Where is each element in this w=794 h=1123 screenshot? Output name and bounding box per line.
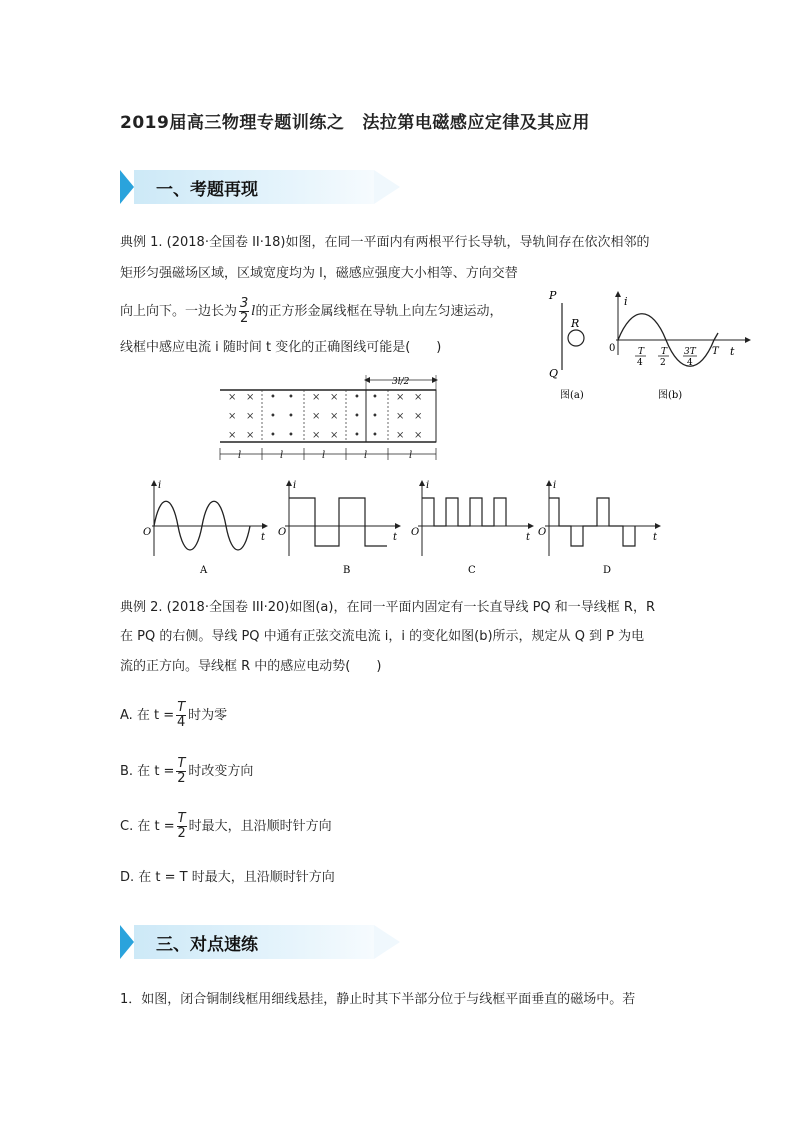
ex1-frac-den: 2 bbox=[240, 311, 249, 326]
caption-a: 图(a) bbox=[560, 390, 584, 400]
svg-text:×: × bbox=[414, 430, 423, 441]
svg-text:×: × bbox=[312, 430, 321, 441]
graph-d-curve bbox=[549, 498, 635, 546]
ex2-opt-a-pre: A. 在 t = bbox=[120, 708, 175, 723]
banner-arrow-icon bbox=[120, 925, 134, 959]
ex1-frac-num: 3 bbox=[240, 296, 249, 311]
graph-c-o: O bbox=[411, 527, 420, 538]
graph-c-i: i bbox=[426, 480, 430, 491]
svg-text:•: • bbox=[354, 411, 360, 422]
svg-text:•: • bbox=[270, 430, 276, 441]
title-part2: 法拉第电磁感应定律及其应用 bbox=[362, 113, 590, 133]
graph-c bbox=[410, 478, 540, 578]
option-c-label: C bbox=[468, 565, 476, 576]
ex1-line3b: 的正方形金属线框在导轨上向左匀速运动， bbox=[255, 304, 503, 319]
tick-t2-num: T bbox=[661, 347, 668, 357]
segment-l-5: l bbox=[409, 450, 413, 461]
rails-figure bbox=[210, 372, 440, 464]
ex2-opt-b-den: 2 bbox=[177, 771, 186, 786]
ex2-opt-a-num: T bbox=[177, 700, 186, 715]
svg-text:×: × bbox=[228, 392, 237, 403]
svg-text:×: × bbox=[246, 392, 255, 403]
ex2-opt-b-num: T bbox=[177, 756, 186, 771]
svg-text:×: × bbox=[396, 392, 405, 403]
title-part1: 2019届高三物理专题训练之 bbox=[120, 113, 345, 133]
label-origin: 0 bbox=[609, 343, 616, 354]
graph-c-curve bbox=[422, 498, 506, 526]
section-heading-1: 一、考题再现 bbox=[156, 180, 258, 200]
svg-text:×: × bbox=[228, 430, 237, 441]
label-p: P bbox=[549, 289, 557, 302]
graph-b-o: O bbox=[278, 527, 287, 538]
ex2-option-d: D. 在 t = T 时最大，且沿顺时针方向 bbox=[120, 870, 335, 885]
graph-d bbox=[537, 478, 667, 578]
banner-arrow-icon bbox=[120, 170, 134, 204]
label-t: t bbox=[730, 345, 735, 358]
option-d-label: D bbox=[603, 565, 612, 576]
label-r: R bbox=[571, 317, 580, 330]
svg-text:×: × bbox=[330, 411, 339, 422]
ex2-opt-c-num: T bbox=[177, 811, 186, 826]
tick-T: T bbox=[712, 346, 719, 357]
ex1-fraction bbox=[239, 297, 249, 326]
svg-text:×: × bbox=[414, 411, 423, 422]
graph-b-i: i bbox=[293, 480, 297, 491]
ex1-line3 bbox=[120, 296, 502, 328]
svg-text:×: × bbox=[330, 430, 339, 441]
graph-d-o: O bbox=[538, 527, 547, 538]
ex2-option-c bbox=[120, 811, 332, 843]
segment-l-3: l bbox=[322, 450, 326, 461]
rail-dim-label: 3l/2 bbox=[392, 377, 410, 387]
question-1: 1．如图，闭合铜制线框用细线悬挂，静止时其下半部分位于与线框平面垂直的磁场中。若 bbox=[120, 992, 636, 1007]
section-banner-1 bbox=[120, 170, 405, 204]
graph-a bbox=[140, 478, 270, 578]
graph-d-t: t bbox=[653, 532, 658, 543]
ex2-opt-c-pre: C. 在 t = bbox=[120, 819, 175, 834]
svg-text:×: × bbox=[396, 430, 405, 441]
svg-text:×: × bbox=[246, 430, 255, 441]
section-heading-3: 三、对点速练 bbox=[156, 935, 258, 955]
ex2-opt-c-post: 时最大，且沿顺时针方向 bbox=[188, 819, 332, 834]
tick-3t4-num: 3T bbox=[684, 347, 696, 357]
segment-l-1: l bbox=[238, 450, 242, 461]
graph-c-t: t bbox=[526, 532, 531, 543]
loop-r bbox=[568, 330, 584, 346]
ex2-option-a bbox=[120, 700, 227, 732]
section-banner-3 bbox=[120, 925, 405, 959]
graph-a-i: i bbox=[158, 480, 162, 491]
ex1-line4: 线框中感应电流 i 随时间 t 变化的正确图线可能是( ) bbox=[120, 340, 442, 355]
ex2-opt-a-den: 4 bbox=[177, 715, 186, 730]
tick-3t4-den: 4 bbox=[687, 358, 693, 368]
segment-l-4: l bbox=[364, 450, 368, 461]
ex1-line2: 矩形匀强磁场区域，区域宽度均为 l，磁感应强度大小相等、方向交替 bbox=[120, 266, 518, 281]
option-b-label: B bbox=[343, 565, 351, 576]
svg-text:•: • bbox=[354, 430, 360, 441]
svg-text:×: × bbox=[330, 392, 339, 403]
svg-text:•: • bbox=[354, 392, 360, 403]
graph-b-t: t bbox=[393, 532, 398, 543]
ex2-opt-b-pre: B. 在 t = bbox=[120, 764, 175, 779]
graph-b bbox=[277, 478, 407, 578]
tick-t2-den: 2 bbox=[660, 358, 666, 368]
svg-text:•: • bbox=[288, 411, 294, 422]
ex2-line1: 典例 2. (2018·全国卷 III·20)如图(a)，在同一平面内固定有一长直导线 PQ 和一导线框 R，R bbox=[120, 600, 655, 615]
graph-a-t: t bbox=[261, 532, 266, 543]
ex1-line3a: 向上向下。一边长为 bbox=[120, 304, 238, 319]
svg-text:•: • bbox=[372, 411, 378, 422]
tick-t4-num: T bbox=[638, 347, 645, 357]
ex2-line3: 流的正方向。导线框 R 中的感应电动势( ) bbox=[120, 659, 382, 674]
svg-text:×: × bbox=[312, 392, 321, 403]
graph-d-i: i bbox=[553, 480, 557, 491]
svg-text:×: × bbox=[414, 392, 423, 403]
svg-text:×: × bbox=[312, 411, 321, 422]
svg-text:×: × bbox=[246, 411, 255, 422]
svg-text:•: • bbox=[270, 411, 276, 422]
ex2-line2: 在 PQ 的右侧。导线 PQ 中通有正弦交流电流 i，i 的变化如图(b)所示，规定从 Q 到 P 为电 bbox=[120, 629, 645, 644]
svg-text:•: • bbox=[270, 392, 276, 403]
svg-text:•: • bbox=[372, 392, 378, 403]
segment-l-2: l bbox=[280, 450, 284, 461]
label-q: Q bbox=[549, 367, 559, 380]
figure-ab bbox=[540, 285, 755, 400]
ex2-opt-c-den: 2 bbox=[177, 826, 186, 841]
ex2-opt-a-post: 时为零 bbox=[188, 708, 228, 723]
tick-t4-den: 4 bbox=[637, 358, 643, 368]
ex1-frac-var: l bbox=[251, 304, 256, 319]
svg-text:•: • bbox=[288, 430, 294, 441]
page-title bbox=[120, 108, 590, 133]
label-i: i bbox=[624, 295, 628, 308]
graph-a-o: O bbox=[143, 527, 152, 538]
option-a-label: A bbox=[200, 565, 208, 576]
caption-b: 图(b) bbox=[658, 390, 683, 400]
svg-text:•: • bbox=[372, 430, 378, 441]
svg-text:×: × bbox=[228, 411, 237, 422]
svg-text:×: × bbox=[396, 411, 405, 422]
ex2-opt-b-post: 时改变方向 bbox=[188, 764, 254, 779]
graph-b-curve bbox=[289, 498, 387, 546]
svg-text:•: • bbox=[288, 392, 294, 403]
ex2-option-b bbox=[120, 756, 253, 788]
field-symbols bbox=[228, 392, 422, 441]
ex1-line1: 典例 1. (2018·全国卷 II·18)如图，在同一平面内有两根平行长导轨，导轨间存在依次相邻的 bbox=[120, 235, 650, 250]
